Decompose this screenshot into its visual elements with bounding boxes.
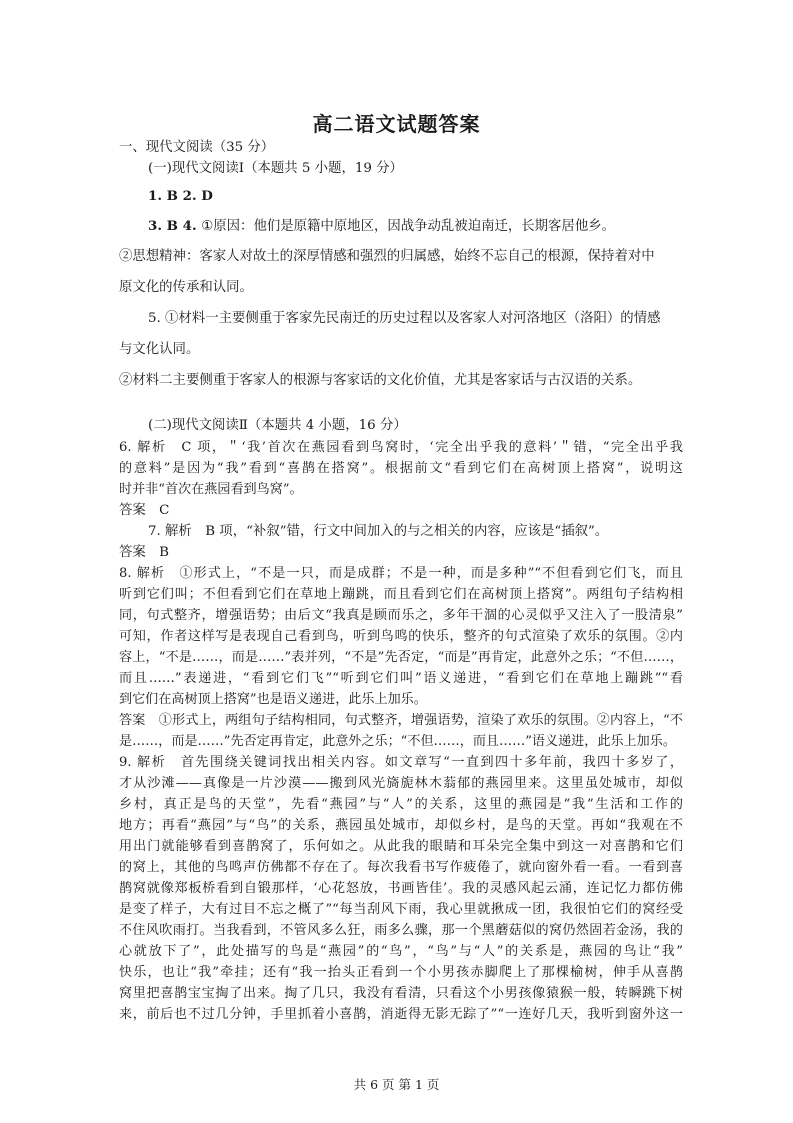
paragraph-line: 而且……”表递进，“看到它们飞”“听到它们叫”语义递进，“看到它们在草地上蹦跳”“看 — [119, 671, 683, 686]
subsection-heading: (二)现代文阅读Ⅱ（本题共 4 小题，16 分） — [148, 418, 407, 433]
paragraph-line: 来，前后也不过几分钟，手里抓着小喜鹊，消逝得无影无踪了”“一连好几天，我听到窗外这一 — [119, 1007, 683, 1022]
answer-line: 原文化的传承和认同。 — [119, 280, 253, 295]
paragraph-line: 到它们在高树顶上搭窝”也是语义递进，此乐上加乐。 — [119, 692, 427, 707]
paragraph-line: 用出门就能够看到喜鹊窝了，乐何如之。从此我的眼睛和耳朵完全集中到这一对喜鹊和它们 — [119, 839, 683, 854]
page-footer: 共 6 页 第 1 页 — [353, 1077, 440, 1092]
answer-line: 1. B 2. D — [148, 188, 213, 204]
paragraph-line: 6. 解析 C 项，＂‘我’首次在燕园看到鸟窝时，‘完全出乎我的意料’＂错，“完全出乎我 — [119, 440, 683, 455]
subsection-heading: (一)现代文阅读Ⅰ（本题共 5 小题，19 分） — [148, 161, 403, 176]
paragraph-line: 可知，作者这样写是表现自己看到鸟，听到鸟鸣的快乐，整齐的句式渲染了欢乐的氛围。②内 — [119, 629, 683, 644]
answer-line: 5. ①材料一主要侧重于客家先民南迁的历史过程以及客家人对河洛地区（洛阳）的情感 — [148, 311, 661, 326]
paragraph-line: 听到它们叫；不但看到它们在草地上蹦跳，而且看到它们在高树顶上搭窝”。两组句子结构相 — [119, 587, 683, 602]
answer-numbers: 3. B 4. — [148, 218, 202, 234]
paragraph-line: 答案 ①形式上，两组句子结构相同，句式整齐，增强语势，渲染了欢乐的氛围。②内容上，“不 — [119, 713, 683, 728]
paragraph-line: 8. 解析 ①形式上，“不是一只，而是成群；不是一种，而是多种”“不但看到它们飞，而且 — [119, 566, 683, 581]
document-title: 高二语文试题答案 — [312, 112, 481, 136]
paragraph-line: 是变了样子，大有过目不忘之概了”“每当刮风下雨，我心里就揪成一团，我很怕它们的窝经受 — [119, 902, 683, 917]
paragraph-line: 的意料”是因为“我”看到“喜鹊在搭窝”。根据前文“看到它们在高树顶上搭窝”，说明这 — [119, 461, 683, 476]
paragraph-line: 7. 解析 B 项，“补叙”错，行文中间加入的与之相关的内容，应该是“插叙”。 — [148, 524, 609, 539]
paragraph-line: 鹊窝就像郑板桥看到自锻那样，‘心花怒放，书画皆佳’。我的灵感风起云涌，连记忆力都仿佛 — [119, 881, 683, 896]
paragraph-line: 容上，“不是……，而是……”表并列，“不是”先否定，“而是”再肯定，此意外之乐；“不但……， — [119, 650, 683, 665]
answer-line: ②思想精神：客家人对故土的深厚情感和强烈的归属感，始终不忘自己的根源，保持着对中 — [119, 249, 655, 264]
section-heading: 一、现代文阅读（35 分） — [119, 140, 275, 155]
answer-text: ①原因：他们是原籍中原地区，因战争动乱被迫南迁，长期客居他乡。 — [201, 219, 615, 234]
answer-line: 与文化认同。 — [119, 342, 200, 357]
answer-line — [148, 218, 615, 235]
paragraph-line: 快乐，也让“我”牵挂；还有“我一抬头正看到一个小男孩赤脚爬上了那棵榆树，伸手从喜鹊 — [119, 965, 683, 980]
paragraph-line: 地方；再看“燕园”与“鸟”的关系，燕园虽处城市，却似乡村，是鸟的天堂。再如“我观在不 — [119, 818, 683, 833]
paragraph-line: 窝里把喜鹊宝宝掏了出来。掏了几只，我没有看清，只看这个小男孩像猿猴一般，转瞬跳下树 — [119, 986, 683, 1001]
answer-line: ②材料二主要侧重于客家人的根源与客家话的文化价值，尤其是客家话与古汉语的关系。 — [119, 373, 642, 388]
paragraph-line: 时并非“首次在燕园看到鸟窝”。 — [119, 482, 303, 497]
answer-label: 答案 C — [119, 503, 170, 518]
answer-label: 答案 B — [119, 545, 170, 560]
paragraph-line: 不住风吹雨打。当我看到，不管风多么狂，雨多么骤，那一个黑蘑菇似的窝仍然固若金汤，我的 — [119, 923, 683, 938]
paragraph-line: 心就放下了”，此处描写的鸟是“燕园”的“鸟”，“鸟”与“人”的关系是，燕园的鸟让“我” — [119, 944, 683, 959]
paragraph-line: 同，句式整齐，增强语势；由后文“我真是顾而乐之，多年干涸的心灵似乎又注入了一股清泉” — [119, 608, 683, 623]
paragraph-line: 才从沙滩——真像是一片沙漠——搬到风光旖旎林木蓊郁的燕园里来。这里虽处城市，却似 — [119, 776, 683, 791]
paragraph-line: 9. 解析 首先围绕关键词找出相关内容。如文章写“一直到四十多年前，我四十多岁了， — [119, 755, 683, 770]
paragraph-line: 是……，而是……”先否定再肯定，此意外之乐；“不但……，而且……”语义递进，此乐上加乐。 — [119, 734, 676, 749]
paragraph-line: 乡村，真正是鸟的天堂”，先看“燕园”与“人”的关系，这里的燕园是“我”生活和工作的 — [119, 797, 683, 812]
paragraph-line: 的窝上，其他的鸟鸣声仿佛都不存在了。每次我看书写作疲倦了，就向窗外看一看。一看到喜 — [119, 860, 683, 875]
